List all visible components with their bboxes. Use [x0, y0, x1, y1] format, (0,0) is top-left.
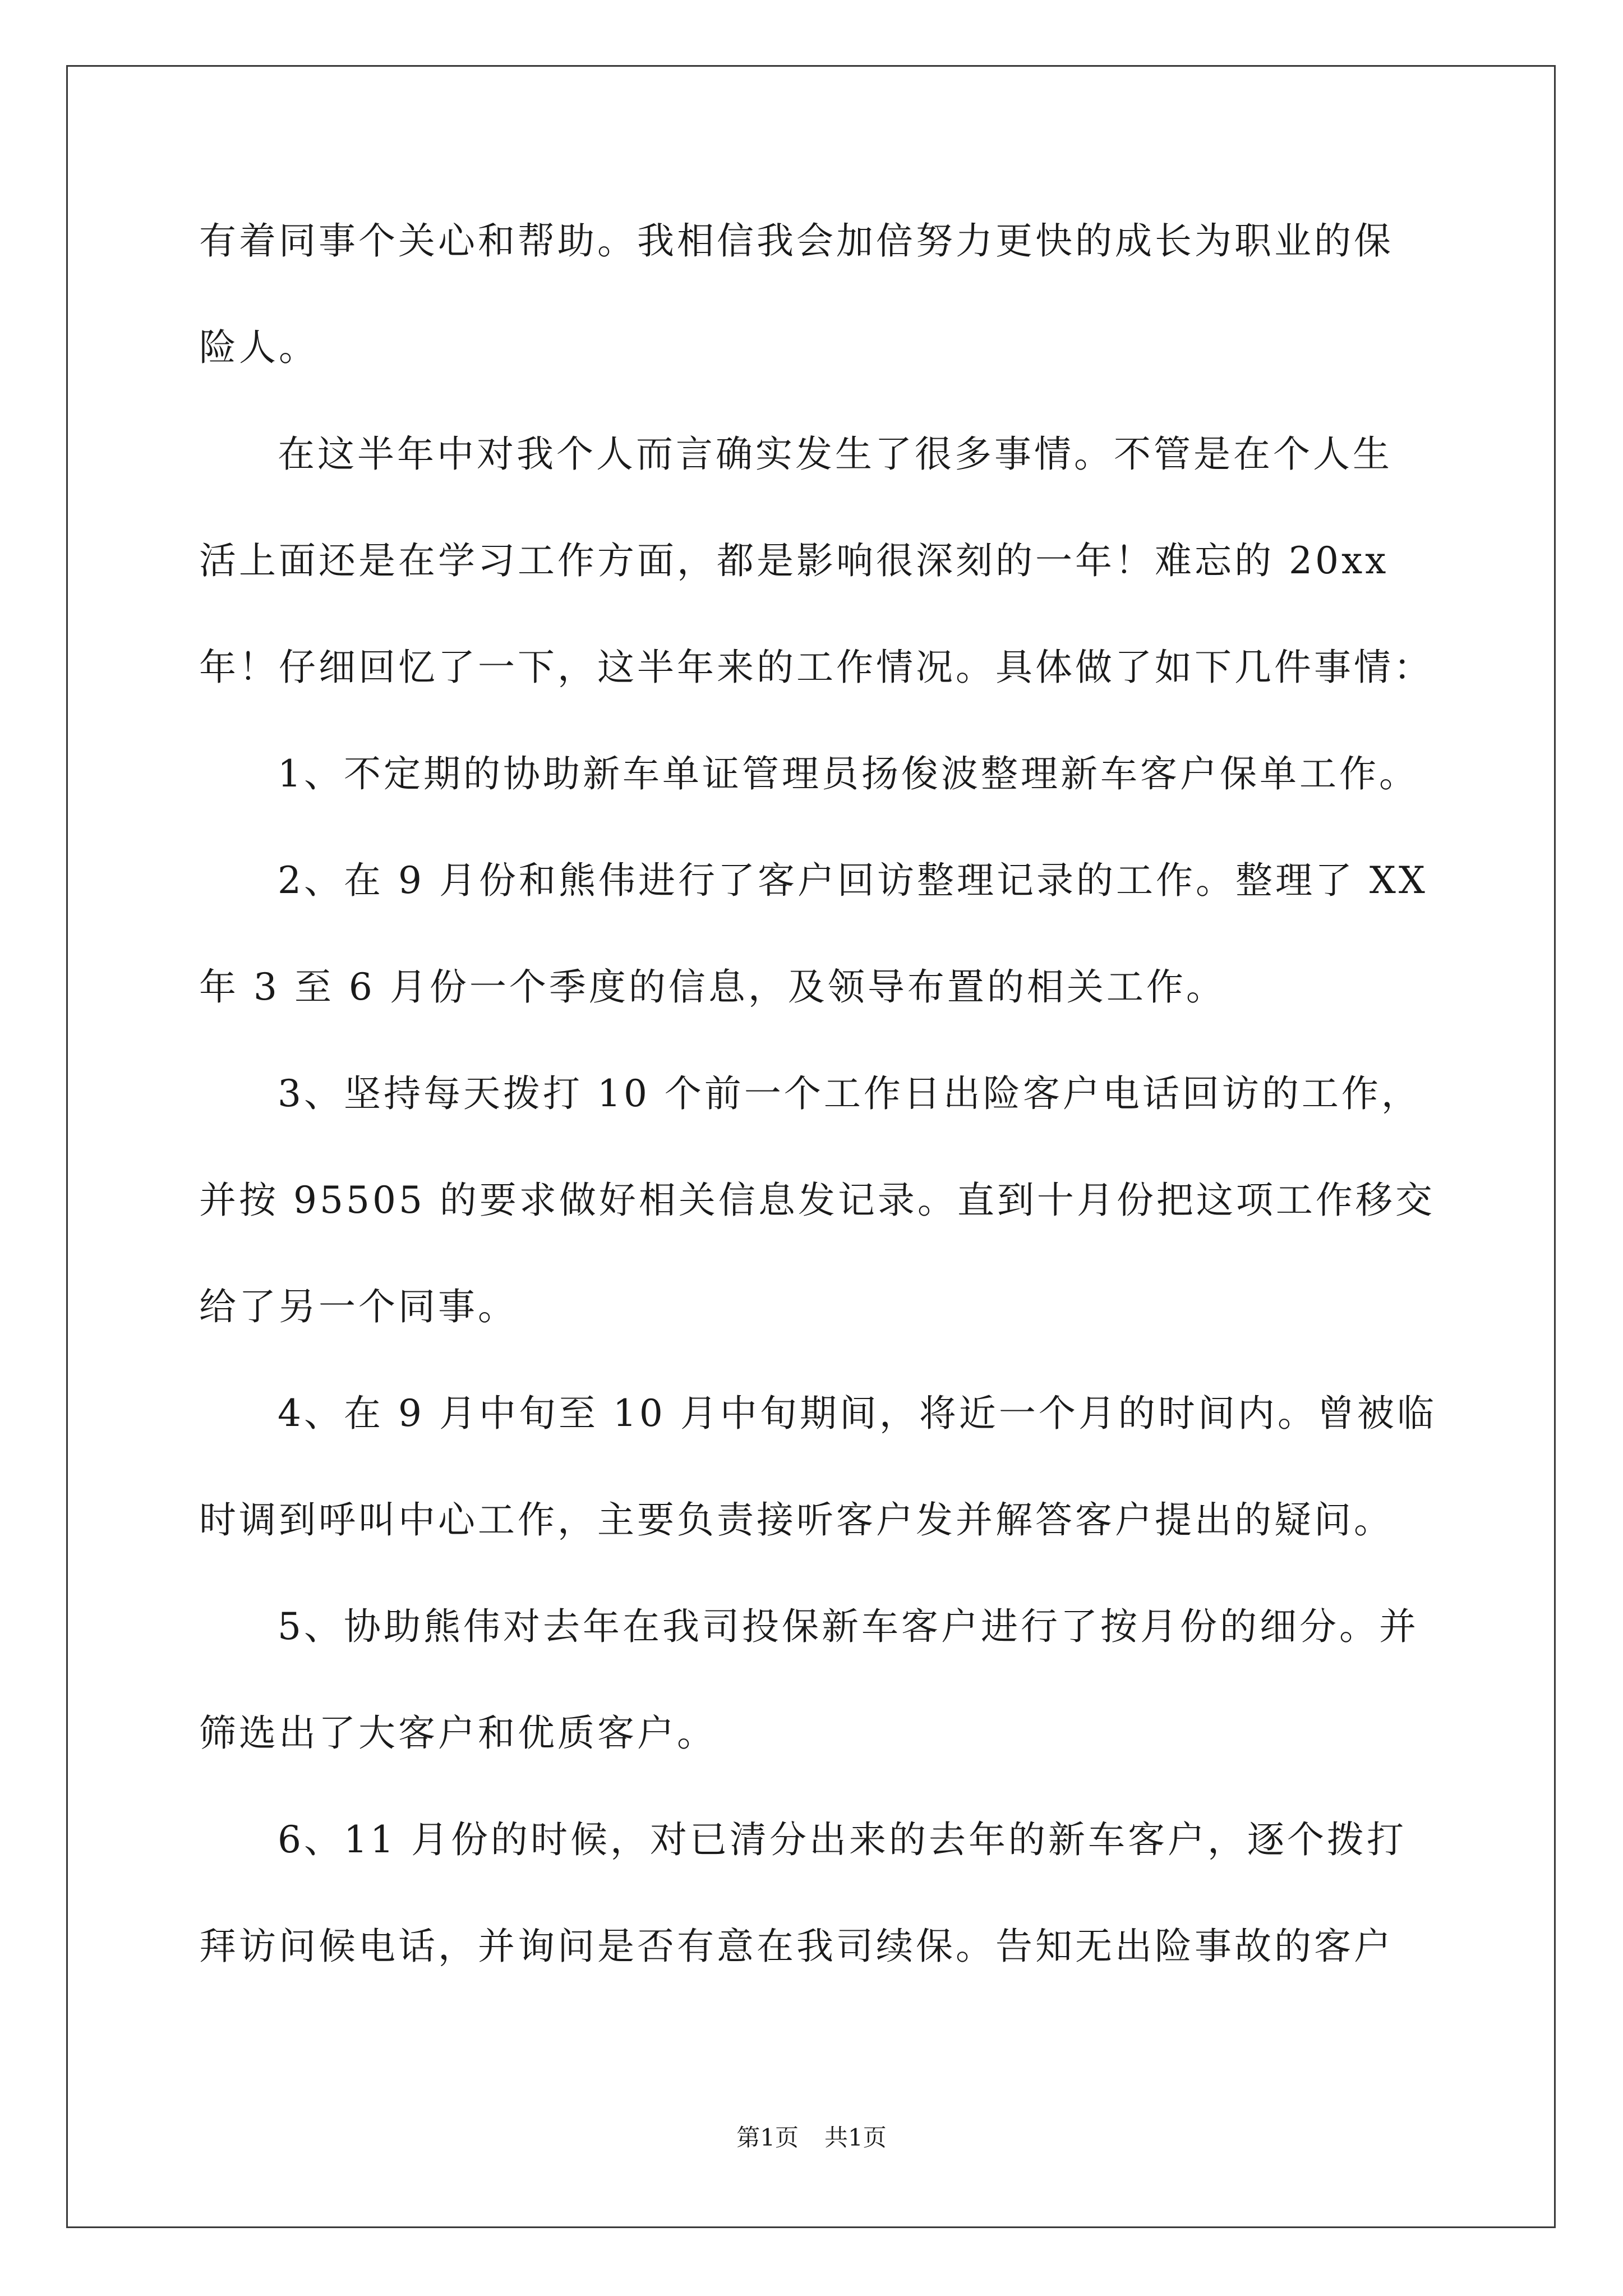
text-line: 活上面还是在学习工作方面，都是影响很深刻的一年！难忘的 20xx [199, 539, 1389, 582]
text-line: 拜访问候电话，并询问是否有意在我司续保。告知无出险事故的客户 [199, 1925, 1394, 1968]
text-line: 筛选出了大客户和优质客户。 [199, 1711, 717, 1755]
page-total: 共1页 [824, 2124, 887, 2151]
text-line: 6、11 月份的时候，对已清分出来的去年的新车客户，逐个拨打 [278, 1818, 1407, 1861]
text-line: 年！仔细回忆了一下，这半年来的工作情况。具体做了如下几件事情： [199, 646, 1433, 689]
page-footer [0, 2121, 1623, 2155]
page-number: 第1页 [736, 2124, 799, 2151]
text-line: 3、坚持每天拨打 10 个前一个工作日出险客户电话回访的工作， [278, 1072, 1421, 1115]
text-line: 险人。 [199, 326, 319, 369]
text-line: 时调到呼叫中心工作，主要负责接听客户发并解答客户提出的疑问。 [199, 1498, 1394, 1542]
page-border [66, 65, 1556, 2228]
text-line: 5、协助熊伟对去年在我司投保新车客户进行了按月份的细分。并 [278, 1605, 1419, 1648]
text-line: 在这半年中对我个人而言确实发生了很多事情。不管是在个人生 [278, 432, 1393, 476]
text-line: 2、在 9 月份和熊伟进行了客户回访整理记录的工作。整理了 XX [278, 859, 1428, 902]
text-line: 年 3 至 6 月份一个季度的信息，及领导布置的相关工作。 [199, 965, 1226, 1009]
text-line: 4、在 9 月中旬至 10 月中旬期间，将近一个月的时间内。曾被临 [278, 1392, 1437, 1435]
text-line: 1、不定期的协助新车单证管理员扬俊波整理新车客户保单工作。 [278, 752, 1419, 795]
text-line: 给了另一个同事。 [199, 1285, 518, 1328]
text-line: 并按 95505 的要求做好相关信息发记录。直到十月份把这项工作移交 [199, 1179, 1435, 1222]
text-line: 有着同事个关心和帮助。我相信我会加倍努力更快的成长为职业的保 [199, 219, 1394, 263]
